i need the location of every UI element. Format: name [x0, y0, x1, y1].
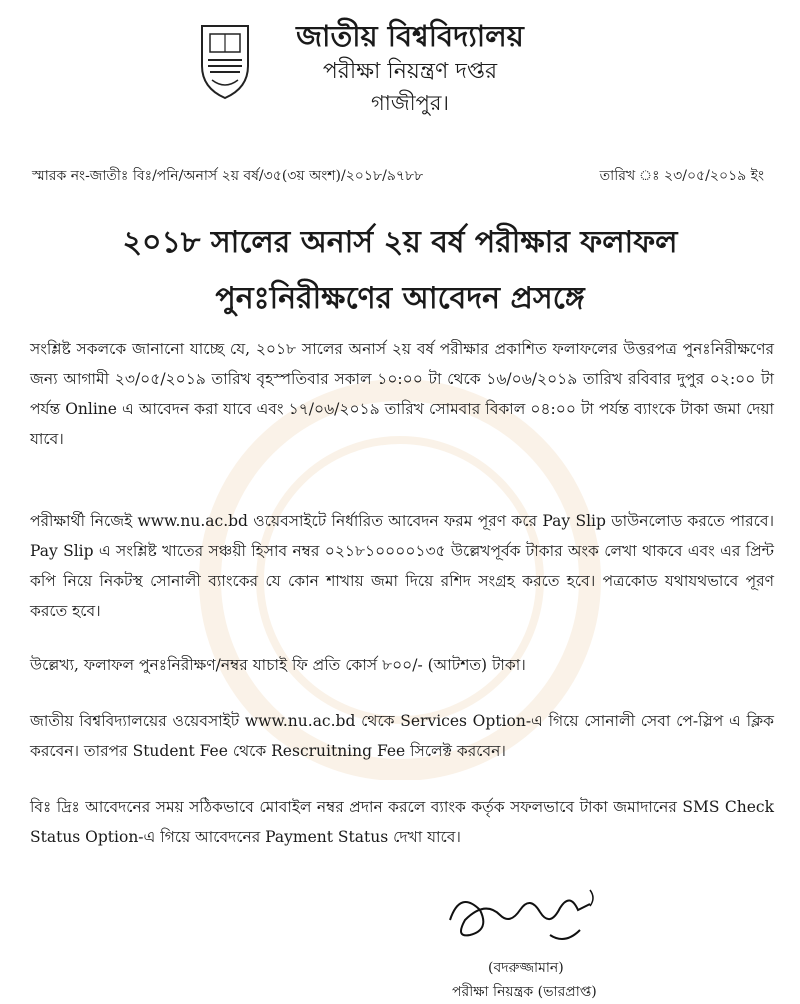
paragraph-website: জাতীয় বিশ্ববিদ্যালয়ের ওয়েবসাইট www.nu.ac.bd থেকে Services Option-এ গিয়ে সোনালী সেবা পে-স্লিপ এ ক্লিক করবেন। তারপর Student Fee থেকে Rescruitning Fee সিলেক্ট করবেন।	[30, 712, 774, 760]
notice-title-line2: পুনঃনিরীক্ষণের আবেদন প্রসঙ্গে	[215, 281, 585, 316]
memo-reference: স্মারক নং-জাতীঃ বিঃ/পনি/অনার্স ২য় বর্ষ/৩৫(৩য় অংশ)/২০১৮/৯৭৮৮	[32, 168, 424, 184]
signatory-name: (বদরুজ্জামান)	[488, 960, 564, 976]
handwritten-signature	[440, 880, 610, 960]
notice-title-line1: ২০১৮ সালের অনার্স ২য় বর্ষ পরীক্ষার ফলাফল	[122, 225, 678, 260]
paragraph-fee: উল্লেখ্য, ফলাফল পুনঃনিরীক্ষণ/নম্বর যাচাই ফি প্রতি কোর্স ৮০০/- (আটশত) টাকা।	[30, 656, 526, 674]
university-logo	[196, 20, 254, 100]
paragraph-note: বিঃ দ্রিঃ আবেদনের সময় সঠিকভাবে মোবাইল নম্বর প্রদান করলে ব্যাংক কর্তৃক সফলভাবে টাকা জমাদানের SMS Check Status Option-এ গিয়ে আবেদনের Payment Status দেখা যাবে।	[30, 798, 774, 846]
office-name: পরীক্ষা নিয়ন্ত্রণ দপ্তর	[322, 59, 498, 84]
paragraph-schedule: সংশ্লিষ্ট সকলকে জানানো যাচ্ছে যে, ২০১৮ সালের অনার্স ২য় বর্ষ পরীক্ষার প্রকাশিত ফলাফলের উত্তরপত্র পুনঃনিরীক্ষণের জন্য আগামী ২৩/০৫/২০১৯ তারিখ বৃহস্পতিবার সকাল ১০:০০ টা থেকে ১৬/০৬/২০১৯ তারিখ রবিবার দুপুর ০২:০০ টা পর্যন্ত Online এ আবেদন করা যাবে এবং ১৭/০৬/২০১৯ তারিখ সোমবার বিকাল ০৪:০০ টা পর্যন্ত ব্যাংকে টাকা জমা দেয়া যাবে।	[30, 340, 774, 448]
memo-date: তারিখ ঃ ২৩/০৫/২০১৯ ইং	[599, 168, 764, 184]
university-name: জাতীয় বিশ্ববিদ্যালয়	[296, 19, 524, 53]
signatory-title: পরীক্ষা নিয়ন্ত্রক (ভারপ্রাপ্ত)	[452, 984, 597, 1000]
city-name: গাজীপুর।	[371, 91, 449, 115]
paragraph-payslip: পরীক্ষার্থী নিজেই www.nu.ac.bd ওয়েবসাইটে নির্ধারিত আবেদন ফরম পূরণ করে Pay Slip ডাউনলোড করতে পারবে। Pay Slip এ সংশ্লিষ্ট খাতের সঞ্চয়ী হিসাব নম্বর ০২১৮১০০০০১৩৫ উল্লেখপূর্বক টাকার অংক লেখা থাকবে এবং এর প্রিন্ট কপি নিয়ে নিকটস্থ সোনালী ব্যাংকের যে কোন শাখায় জমা দিয়ে রশিদ সংগ্রহ করতে হবে। পত্রকোড যথাযথভাবে পূরণ করতে হবে।	[30, 512, 774, 620]
letterhead	[250, 16, 570, 118]
